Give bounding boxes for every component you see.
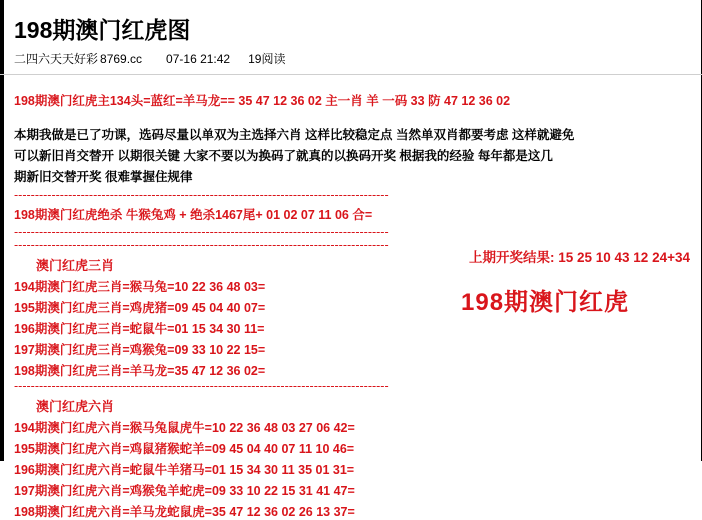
last-result-numbers: 15 25 10 43 12 24+34: [558, 250, 690, 265]
six-row-194: 194期澳门红虎六肖=猴马兔鼠虎牛=10 22 36 48 03 27 06 42=: [14, 421, 355, 435]
separator-2: ------------------------------------------------------------------------------------------: [14, 225, 389, 239]
paragraph-line-3: 期新旧交替开奖 很难掌握住规律: [14, 170, 193, 184]
paragraph-line-1: 本期我做是已了功课，选码尽量以单双为主选择六肖 这样比较稳定点 当然单双肖都要考虑 这样就避免: [14, 128, 575, 142]
read-count: 19阅读: [248, 52, 286, 66]
page-title: 198期澳门红虎图: [14, 17, 191, 43]
section-six-title: 澳门红虎六肖: [36, 399, 115, 414]
six-row-195: 195期澳门红虎六肖=鸡鼠猪猴蛇羊=09 45 04 40 07 11 10 46=: [14, 442, 355, 456]
three-row-196: 196期澳门红虎三肖=蛇鼠牛=01 15 34 30 11=: [14, 322, 265, 336]
three-row-194: 194期澳门红虎三肖=猴马兔=10 22 36 48 03=: [14, 280, 266, 294]
big-red-title: 198期澳门红虎: [461, 289, 630, 316]
article-content: [0, 75, 702, 519]
separator-4: ------------------------------------------------------------------------------------------: [14, 379, 389, 393]
last-result: [469, 246, 690, 266]
separator-1: ------------------------------------------------------------------------------------------: [14, 188, 389, 202]
six-row-198: 198期澳门红虎六肖=羊马龙蛇鼠虎=35 47 12 36 02 26 13 37=: [14, 505, 355, 519]
meta-bar: [14, 50, 285, 67]
separator-3: ------------------------------------------------------------------------------------------: [14, 238, 389, 252]
three-row-195: 195期澳门红虎三肖=鸡虎猪=09 45 04 40 07=: [14, 301, 266, 315]
source-label: 二四六天天好彩: [14, 52, 99, 66]
lead-line: 198期澳门红虎主134头=蓝红=羊马龙== 35 47 12 36 02 主一肖 羊 一码 33 防 47 12 36 02: [14, 94, 511, 108]
section-three-title: 澳门红虎三肖: [36, 258, 115, 273]
site-link[interactable]: 8769.cc: [100, 52, 143, 66]
three-row-198: 198期澳门红虎三肖=羊马龙=35 47 12 36 02=: [14, 364, 266, 378]
last-result-label: 上期开奖结果:: [468, 250, 555, 265]
three-row-197: 197期澳门红虎三肖=鸡猴兔=09 33 10 22 15=: [14, 343, 266, 357]
six-row-197: 197期澳门红虎六肖=鸡猴兔羊蛇虎=09 33 10 22 15 31 41 47=: [14, 484, 355, 498]
paragraph-line-2: 可以新旧肖交替开 以期很关键 大家不要以为换码了就真的以换码开奖 根据我的经验 每年都是这几: [14, 149, 553, 163]
publish-date: 07-16 21:42: [166, 52, 231, 66]
six-row-196: 196期澳门红虎六肖=蛇鼠牛羊猪马=01 15 34 30 11 35 01 31=: [14, 463, 355, 477]
jue-xiao-line: 198期澳门红虎绝杀 牛猴兔鸡 + 绝杀1467尾+ 01 02 07 11 06 合=: [14, 208, 373, 222]
